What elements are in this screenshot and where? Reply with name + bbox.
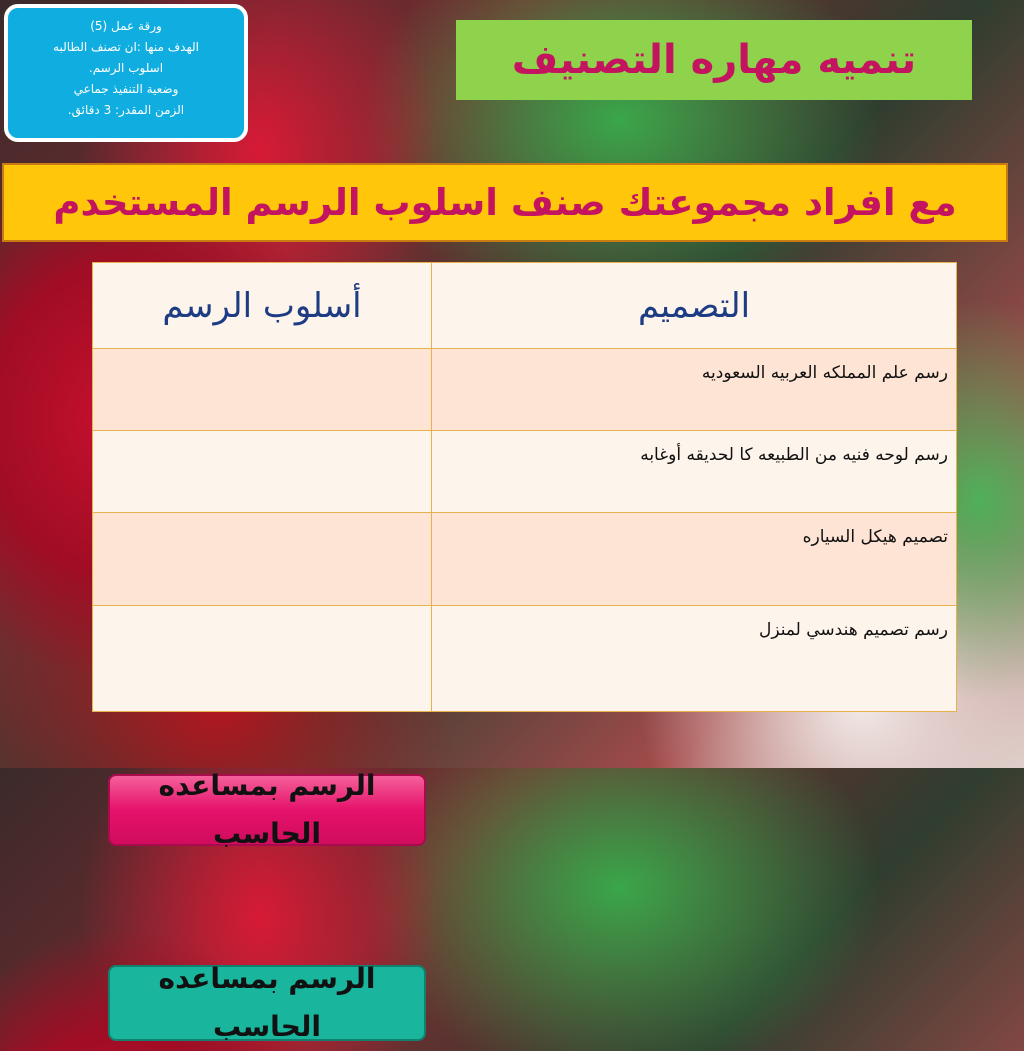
instruction-text: مع افراد مجموعتك صنف اسلوب الرسم المستخدم xyxy=(53,181,957,224)
worksheet-goal: الهدف منها :ان تصنف الطالبه xyxy=(53,40,199,54)
design-cell: رسم تصميم هندسي لمنزل xyxy=(758,620,948,640)
page-title: تنميه مهاره التصنيف xyxy=(511,37,917,83)
header-style: أسلوب الرسم xyxy=(162,286,362,326)
title-box xyxy=(456,20,972,100)
instruction-banner xyxy=(2,163,1008,242)
table-row xyxy=(93,606,956,1043)
table-header-row xyxy=(93,263,956,349)
worksheet-time: الزمن المقدر: 3 دقائق. xyxy=(67,103,185,117)
table-row xyxy=(93,349,956,431)
style-answer-label: الرسم بمساعده الحاسب xyxy=(158,769,376,850)
design-cell: رسم علم المملكه العربيه السعوديه xyxy=(701,363,948,383)
worksheet-info-box xyxy=(4,4,248,142)
design-cell: تصميم هيكل السياره xyxy=(802,527,948,547)
worksheet-number: ورقة عمل (5) xyxy=(90,19,162,33)
header-design: التصميم xyxy=(637,286,751,326)
style-answer-button[interactable] xyxy=(108,962,426,1043)
classification-table xyxy=(92,262,957,1043)
worksheet-mode: وضعية التنفيذ جماعي xyxy=(73,82,179,96)
table-row xyxy=(93,431,956,513)
style-answer-label: الرسم بمساعده الحاسب xyxy=(158,962,376,1043)
design-cell: رسم لوحه فنيه من الطبيعه كا لحديقه أوغابه xyxy=(640,445,948,465)
worksheet-goal-cont: اسلوب الرسم. xyxy=(88,61,164,75)
column-divider xyxy=(431,263,432,711)
style-answer-button[interactable] xyxy=(108,769,426,850)
